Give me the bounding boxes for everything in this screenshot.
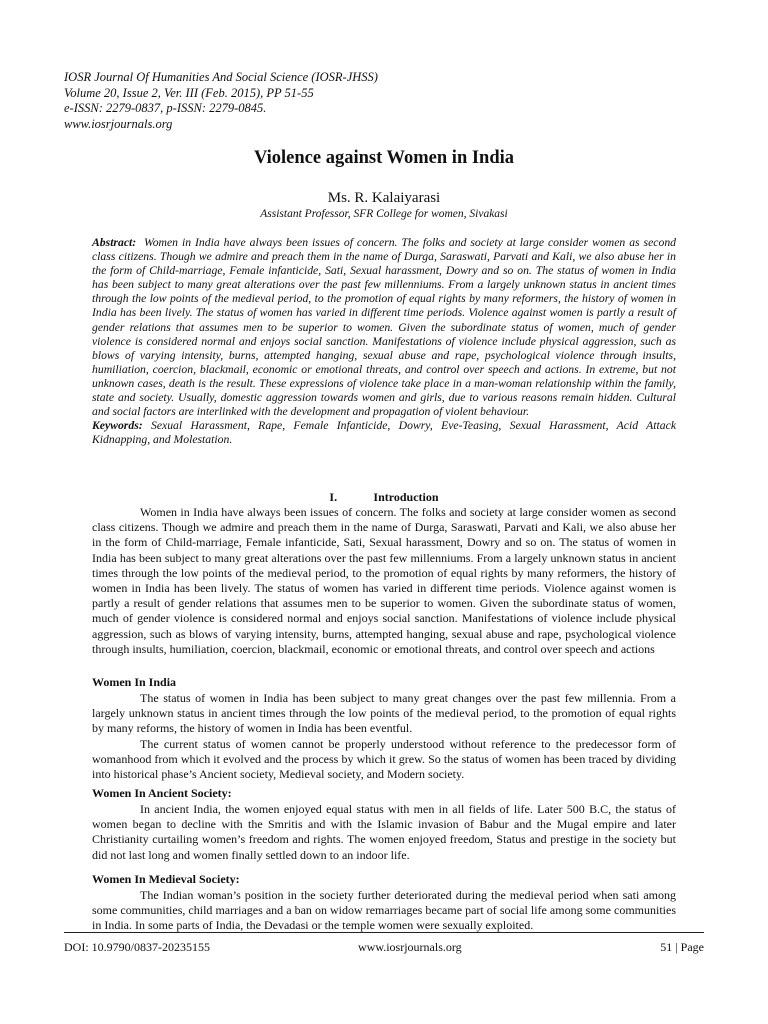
footer-doi: DOI: 10.9790/0837-20235155: [64, 940, 210, 954]
journal-header: [64, 70, 704, 132]
author-name: Ms. R. Kalaiyarasi: [327, 190, 441, 206]
footer-divider: [64, 932, 704, 933]
keywords-label: Keywords:: [92, 419, 143, 433]
medieval-society-paragraph: The Indian woman’s position in the society further deteriorated during the medieval period when sati among some communities, child marriages and a ban on widow remarriages became part of social life among some communities in India. In some parts of India, the Devadasi or the temple women were sexually exploited.: [92, 888, 676, 933]
keywords-text: Sexual Harassment, Rape, Female Infanticide, Dowry, Eve-Teasing, Sexual Harassment, Acid Attack Kidnapping, and Molestation.: [92, 419, 677, 447]
subheading-women-in-india: Women In India: [92, 675, 177, 689]
introduction-paragraph: Women in India have always been issues of concern. The folks and society at large consider women as second class citizens. Though we admire and preach them in the name of Durga, Saraswati, Parvati and Kali, we also abuse her in the form of Child-marriage, Female infanticide, Sati, Sexual harassment, Dowry and so on. The status of women in India has been subject to many great alterations over the past few millenniums. From a largely unknown status in ancient times through the low points of the medieval period, to the promotion of equal rights by many reformers, the history of women in India has been lively. The status of women has varied in different time periods. Violence against women is partly a result of gender relations that assumes men to be superior to women. Given the subordinate status of women, much of gender violence is considered normal and enjoys social sanction. Manifestations of violence include physical aggression, such as blows of varying intensity, burns, attempted hanging, sexual abuse and rape, psychological violence through insults, humiliation, coercion, blackmail, economic or emotional threats, and control over speech and actions: [92, 505, 676, 656]
footer-page-number: 51 | Page: [660, 940, 704, 954]
section-number: I.: [329, 490, 338, 504]
author-affiliation: Assistant Professor, SFR College for women, Sivakasi: [260, 208, 508, 220]
ancient-society-paragraph: In ancient India, the women enjoyed equal status with men in all fields of life. Later 500 B.C, the status of women began to decline with the Smritis and with the Islamic invasion of Babur and the Mugal empire and later Christianity curtailing women’s freedom and rights. The women enjoyed freedom, Status and prestige in the society but did not last long and women finally settled down to an indoor life.: [92, 802, 676, 862]
journal-website: www.iosrjournals.org: [64, 116, 173, 131]
medieval-society-text: [92, 888, 676, 934]
women-in-india-text: [92, 691, 676, 782]
introduction-text: [92, 505, 676, 657]
journal-volume: Volume 20, Issue 2, Ver. III (Feb. 2015), PP 51-55: [64, 85, 314, 100]
abstract-block: [92, 236, 676, 447]
abstract-paragraph: [92, 236, 676, 419]
abstract-label: Abstract:: [92, 236, 137, 249]
women-in-india-paragraph-2: The current status of women cannot be properly understood without reference to the predecessor form of womanhood from which it evolved and the process by which it grew. So the status of women has been traced by dividing into historical phase’s Ancient society, Medieval society, and Modern society.: [92, 736, 676, 782]
journal-name: IOSR Journal Of Humanities And Social Science (IOSR-JHSS): [64, 70, 378, 84]
section-heading-introduction: [64, 490, 704, 505]
ancient-society-text: [92, 802, 676, 863]
subheading-medieval-society: Women In Medieval Society:: [92, 872, 240, 886]
women-in-india-paragraph-1: The status of women in India has been subject to many great changes over the past few millennia. From a largely unknown status in ancient times through the low points of the medieval period, to the promotion of equal rights by many reforms, the history of women in India has been eventful.: [92, 691, 676, 736]
footer-website: www.iosrjournals.org: [358, 940, 462, 954]
subheading-ancient-society: Women In Ancient Society:: [92, 786, 232, 800]
paper-title: Violence against Women in India: [253, 148, 515, 168]
section-title: Introduction: [373, 490, 439, 504]
keywords-paragraph: [92, 419, 676, 447]
journal-issn: e-ISSN: 2279-0837, p-ISSN: 2279-0845.: [64, 101, 267, 115]
abstract-text: Women in India have always been issues of concern. The folks and society at large consider women as second class citizens. Though we admire and preach them in the name of Durga, Saraswati, Parvati and Kali, we also abuse her in the form of Child-marriage, Female infanticide, Sati, Sexual harassment, Dowry and so on. The status of women in India has been subject to many great alterations over the past few millenniums. From a largely unknown status in ancient times through the low points of the medieval period, to the promotion of equal rights by many reformers, the history of women in India has been lively. The status of women has varied in different time periods. Violence against women is partly a result of gender relations that assumes men to be superior to women. Given the subordinate status of women, much of gender violence is considered normal and enjoys social sanction. Manifestations of violence include physical aggression, such as blows of varying intensity, burns, attempted hanging, sexual abuse and rape, psychological violence through insults, humiliation, coercion, blackmail, economic or emotional threats, and control over speech and actions. In extreme, but not unknown cases, death is the result. These expressions of violence take place in a man-woman relationship within the family, state and society. Usually, domestic aggression towards women and girls, due to various reasons remain hidden. Cultural and social factors are interlinked with the development and propagation of violent behaviour.: [92, 236, 677, 419]
